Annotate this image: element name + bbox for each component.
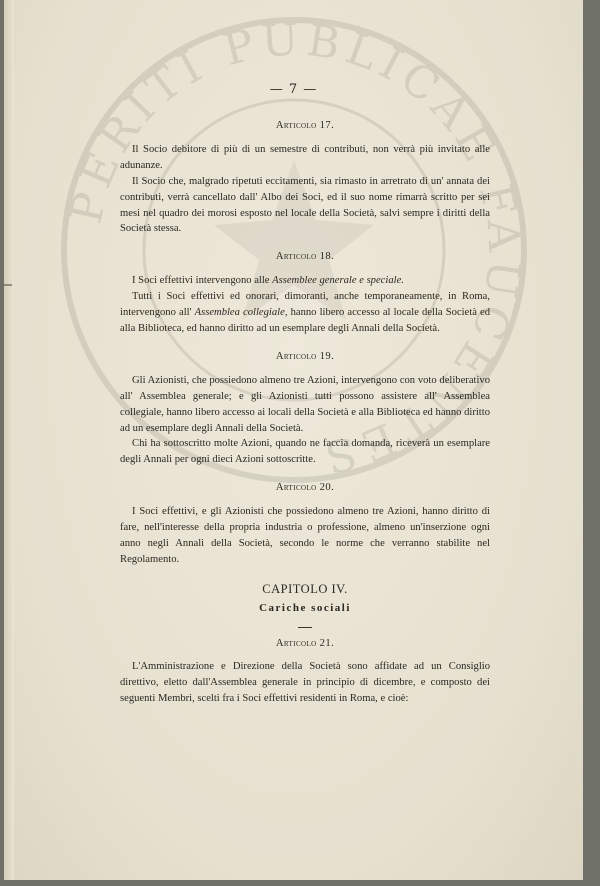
article-18-paragraph-1: I Soci effettivi intervengono alle Assemblee generale e speciale. — [132, 275, 404, 287]
article-18-paragraph-2: Tutti i Soci effettivi ed onorari, dimoranti, anche temporaneamente, in Roma, intervengono all' Assemblea collegiale, hanno libero accesso al locale della Società ed alla Biblioteca, ed hanno diritto ad un esemplare degli Annali della Società. — [120, 291, 491, 334]
article-19-paragraph-1: Gli Azionisti, che possiedono almeno tre Azioni, intervengono con voto deliberativo all' Assemblea generale; e gli Azionisti tutti possono assistere all' Assemblea collegiale, hanno libero accesso ai locali della Società e alla Biblioteca ed hanno diritto ad un esemplare degli Annali della Società. — [120, 374, 490, 434]
document-page — [4, 0, 583, 880]
article-17-paragraph-1: Il Socio debitore di più di un semestre di contributi, non verrà più invitato alle adunanze. — [120, 143, 490, 171]
page-number: — 7 — — [269, 82, 318, 97]
article-17-heading: Articolo 17. — [275, 120, 335, 131]
article-19-heading: Articolo 19. — [275, 350, 335, 362]
article-20-heading: Articolo 20. — [275, 482, 335, 494]
article-17-paragraph-2: Il Socio che, malgrado ripetuti eccitamenti, sia rimasto in arretrato di un' annata dei contributi, verrà cancellato dall' Albo dei Soci, ed il suo nome rimarrà scritto per sei mesi nel quadro dei morosi esposto nel locale della Società, salvi sempre i diritti della Società stessa. — [120, 175, 490, 235]
chapter-divider — [298, 627, 312, 628]
page-edge-mark — [4, 284, 12, 286]
article-20-paragraph-1: I Soci effettivi, e gli Azionisti che possiedono almeno tre Azioni, hanno diritto di fare, nell'interesse della propria industria o professione, almeno un'inserzione ogni anno negli Annali della Società, secondo le norme che verranno stabilite nel Regolamento. — [120, 506, 490, 565]
article-21-paragraph: L'Amministrazione e Direzione della Società sono affidate ad un Consiglio direttivo, eletto dall'Assemblea generale in principio di dicembre, e composto dei seguenti Membri, scelti fra i Soci effettivi residenti in Roma, e cioè: — [120, 661, 490, 705]
chapter-subtitle: Cariche sociali — [259, 601, 351, 614]
article-18-heading: Articolo 18. — [275, 251, 335, 263]
article-21-heading: Articolo 21. — [275, 637, 335, 649]
page-content — [120, 112, 490, 707]
chapter-title: CAPITOLO IV. — [262, 581, 348, 596]
watermark-text: PERITI PUBLICAE FAUCENTES — [60, 14, 530, 484]
page-spine — [4, 0, 14, 880]
article-19-paragraph-2: Chi ha sottoscritto molte Azioni, quando ne faccia domanda, riceverà un esemplare degli Annali per ogni dieci Azioni sottoscritte. — [120, 438, 490, 466]
